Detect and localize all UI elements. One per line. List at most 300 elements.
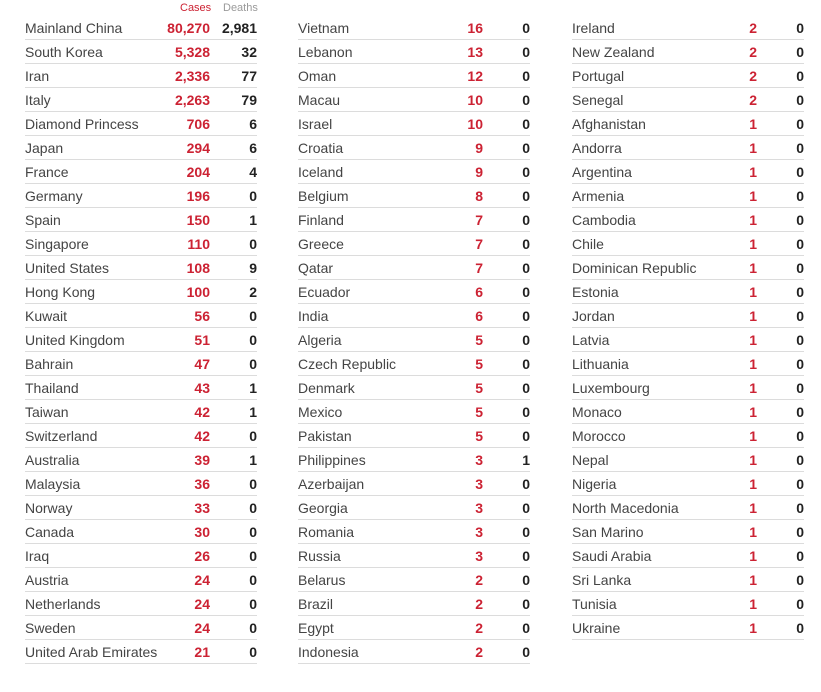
- deaths-value: 0: [522, 20, 530, 36]
- country-name: Ecuador: [298, 284, 351, 300]
- cases-value: 1: [749, 380, 757, 396]
- cases-value: 1: [749, 428, 757, 444]
- cases-value: 1: [749, 212, 757, 228]
- country-name: Nepal: [572, 452, 609, 468]
- country-name: Jordan: [572, 308, 615, 324]
- deaths-value: 1: [249, 452, 257, 468]
- country-name: Algeria: [298, 332, 342, 348]
- cases-value: 2: [475, 572, 483, 588]
- table-row: [572, 208, 804, 232]
- deaths-value: 0: [522, 164, 530, 180]
- table-row: [25, 160, 257, 184]
- deaths-value: 0: [796, 212, 804, 228]
- country-name: South Korea: [25, 44, 103, 60]
- country-name: Oman: [298, 68, 337, 84]
- deaths-value: 0: [522, 92, 530, 108]
- table-row: [572, 256, 804, 280]
- country-name: Belarus: [298, 572, 346, 588]
- country-name: Canada: [25, 524, 75, 540]
- table-row: [572, 592, 804, 616]
- table-row: [298, 160, 530, 184]
- table-row: [298, 328, 530, 352]
- cases-value: 2: [475, 620, 483, 636]
- country-name: Taiwan: [25, 404, 69, 420]
- country-name: United Kingdom: [25, 332, 125, 348]
- table-row: [298, 88, 530, 112]
- table-row: [572, 160, 804, 184]
- table-row: [298, 376, 530, 400]
- cases-value: 43: [194, 380, 210, 396]
- cases-value: 10: [467, 92, 483, 108]
- cases-value: 706: [186, 116, 210, 132]
- cases-value: 1: [749, 356, 757, 372]
- cases-value: 3: [475, 548, 483, 564]
- country-name: Tunisia: [572, 596, 617, 612]
- table-row: [298, 16, 530, 40]
- deaths-value: 0: [522, 620, 530, 636]
- deaths-value: 0: [796, 620, 804, 636]
- country-name: Mexico: [298, 404, 343, 420]
- cases-value: 16: [467, 20, 483, 36]
- cases-value: 24: [194, 620, 210, 636]
- cases-value: 5,328: [174, 44, 210, 60]
- cases-value: 51: [194, 332, 210, 348]
- country-name: Azerbaijan: [298, 476, 365, 492]
- table-row: [298, 616, 530, 640]
- country-name: Norway: [25, 500, 73, 516]
- country-name: Cambodia: [572, 212, 636, 228]
- deaths-value: 0: [249, 500, 257, 516]
- table-row: [298, 112, 530, 136]
- country-name: France: [25, 164, 69, 180]
- cases-value: 1: [749, 500, 757, 516]
- table-row: [298, 280, 530, 304]
- table-row: [25, 496, 257, 520]
- deaths-value: 0: [796, 524, 804, 540]
- cases-value: 6: [475, 308, 483, 324]
- table-row: [572, 16, 804, 40]
- deaths-value: 6: [249, 140, 257, 156]
- table-row: [572, 544, 804, 568]
- table-row: [298, 592, 530, 616]
- country-name: Latvia: [572, 332, 610, 348]
- deaths-value: 2,981: [221, 20, 257, 36]
- table-column-2: [298, 16, 530, 664]
- deaths-value: 0: [522, 116, 530, 132]
- cases-value: 5: [475, 428, 483, 444]
- country-name: Kuwait: [25, 308, 68, 324]
- country-name: Lithuania: [572, 356, 629, 372]
- country-name: Saudi Arabia: [572, 548, 652, 564]
- cases-value: 2,263: [174, 92, 210, 108]
- table-row: [25, 40, 257, 64]
- country-name: Vietnam: [298, 20, 350, 36]
- cases-value: 150: [186, 212, 210, 228]
- cases-value: 13: [467, 44, 483, 60]
- deaths-value: 0: [796, 476, 804, 492]
- deaths-value: 0: [249, 332, 257, 348]
- cases-value: 1: [749, 452, 757, 468]
- table-row: [298, 304, 530, 328]
- deaths-value: 0: [522, 500, 530, 516]
- table-row: [298, 568, 530, 592]
- cases-value: 24: [194, 596, 210, 612]
- country-name: Iraq: [25, 548, 50, 564]
- cases-value: 5: [475, 332, 483, 348]
- deaths-value: 0: [249, 644, 257, 660]
- cases-value: 7: [475, 212, 483, 228]
- table-row: [298, 544, 530, 568]
- deaths-value: 0: [796, 380, 804, 396]
- table-row: [298, 640, 530, 664]
- table-row: [25, 184, 257, 208]
- country-name: Bahrain: [25, 356, 74, 372]
- deaths-value: 0: [522, 428, 530, 444]
- table-row: [572, 304, 804, 328]
- cases-value: 7: [475, 236, 483, 252]
- cases-value: 6: [475, 284, 483, 300]
- country-name: Belgium: [298, 188, 349, 204]
- cases-value: 2,336: [174, 68, 210, 84]
- country-name: Pakistan: [298, 428, 352, 444]
- table-row: [572, 184, 804, 208]
- deaths-value: 0: [522, 308, 530, 324]
- cases-value: 100: [186, 284, 210, 300]
- cases-value: 42: [194, 428, 210, 444]
- deaths-value: 0: [796, 188, 804, 204]
- cases-value: 1: [749, 620, 757, 636]
- country-name: Macau: [298, 92, 341, 108]
- deaths-value: 0: [796, 236, 804, 252]
- country-name: Sri Lanka: [572, 572, 632, 588]
- cases-value: 1: [749, 596, 757, 612]
- deaths-value: 0: [249, 572, 257, 588]
- cases-header: Cases: [180, 2, 212, 14]
- country-name: Portugal: [572, 68, 625, 84]
- deaths-value: 0: [522, 260, 530, 276]
- country-name: Chile: [572, 236, 604, 252]
- cases-value: 2: [475, 644, 483, 660]
- country-name: Ireland: [572, 20, 615, 36]
- deaths-value: 0: [522, 212, 530, 228]
- deaths-value: 0: [796, 116, 804, 132]
- table-row: [25, 544, 257, 568]
- country-name: Sweden: [25, 620, 76, 636]
- deaths-value: 0: [249, 236, 257, 252]
- cases-value: 5: [475, 380, 483, 396]
- country-name: Dominican Republic: [572, 260, 697, 276]
- cases-value: 24: [194, 572, 210, 588]
- table-row: [298, 232, 530, 256]
- deaths-value: 0: [796, 260, 804, 276]
- country-name: Japan: [25, 140, 64, 156]
- table-row: [572, 136, 804, 160]
- cases-value: 5: [475, 404, 483, 420]
- table-row: [298, 400, 530, 424]
- country-name: Denmark: [298, 380, 355, 396]
- table-row: [572, 616, 804, 640]
- deaths-value: 0: [249, 620, 257, 636]
- country-name: Ukraine: [572, 620, 621, 636]
- deaths-value: 2: [249, 284, 257, 300]
- table-row: [25, 328, 257, 352]
- deaths-value: 0: [796, 140, 804, 156]
- deaths-value: 0: [796, 500, 804, 516]
- country-name: Iceland: [298, 164, 344, 180]
- country-name: Austria: [25, 572, 69, 588]
- table-row: [25, 472, 257, 496]
- country-name: Nigeria: [572, 476, 617, 492]
- deaths-value: 0: [249, 356, 257, 372]
- cases-value: 30: [194, 524, 210, 540]
- country-name: Indonesia: [298, 644, 359, 660]
- country-name: Greece: [298, 236, 344, 252]
- cases-value: 1: [749, 260, 757, 276]
- country-name: United States: [25, 260, 110, 276]
- deaths-value: 1: [522, 452, 530, 468]
- cases-value: 3: [475, 476, 483, 492]
- table-row: [25, 640, 257, 664]
- table-row: [298, 64, 530, 88]
- country-name: Croatia: [298, 140, 344, 156]
- table-row: [572, 328, 804, 352]
- cases-value: 9: [475, 164, 483, 180]
- cases-value: 3: [475, 524, 483, 540]
- country-name: Luxembourg: [572, 380, 650, 396]
- table-row: [572, 232, 804, 256]
- deaths-value: 0: [796, 92, 804, 108]
- deaths-value: 1: [249, 212, 257, 228]
- deaths-value: 0: [522, 284, 530, 300]
- deaths-value: 0: [796, 404, 804, 420]
- deaths-value: 0: [796, 20, 804, 36]
- table-column-3: [572, 16, 804, 640]
- table-row: [298, 136, 530, 160]
- deaths-value: 0: [249, 428, 257, 444]
- country-name: Lebanon: [298, 44, 353, 60]
- deaths-value: 0: [796, 44, 804, 60]
- cases-value: 8: [475, 188, 483, 204]
- deaths-value: 0: [522, 524, 530, 540]
- table-row: [572, 496, 804, 520]
- table-row: [298, 208, 530, 232]
- table-row: [25, 64, 257, 88]
- table-row: [25, 568, 257, 592]
- deaths-value: 0: [796, 548, 804, 564]
- table-row: [25, 16, 257, 40]
- table-row: [572, 280, 804, 304]
- table-row: [25, 448, 257, 472]
- table-row: [25, 424, 257, 448]
- deaths-value: 0: [522, 236, 530, 252]
- cases-value: 1: [749, 404, 757, 420]
- deaths-value: 0: [796, 572, 804, 588]
- cases-value: 204: [186, 164, 210, 180]
- country-name: Diamond Princess: [25, 116, 139, 132]
- deaths-value: 0: [249, 308, 257, 324]
- cases-value: 1: [749, 164, 757, 180]
- table-row: [298, 40, 530, 64]
- cases-value: 3: [475, 500, 483, 516]
- deaths-value: 0: [522, 356, 530, 372]
- table-row: [25, 232, 257, 256]
- country-name: Finland: [298, 212, 344, 228]
- table-row: [25, 400, 257, 424]
- table-row: [25, 112, 257, 136]
- table-row: [572, 472, 804, 496]
- country-name: Estonia: [572, 284, 619, 300]
- deaths-value: 1: [249, 404, 257, 420]
- country-name: New Zealand: [572, 44, 655, 60]
- deaths-value: 0: [522, 332, 530, 348]
- deaths-value: 9: [249, 260, 257, 276]
- table-row: [298, 424, 530, 448]
- country-name: Netherlands: [25, 596, 101, 612]
- cases-value: 1: [749, 140, 757, 156]
- country-name: Morocco: [572, 428, 626, 444]
- table-row: [25, 592, 257, 616]
- deaths-header: Deaths: [223, 2, 258, 14]
- deaths-value: 0: [522, 572, 530, 588]
- deaths-value: 0: [796, 428, 804, 444]
- country-name: Czech Republic: [298, 356, 397, 372]
- deaths-value: 0: [249, 476, 257, 492]
- cases-value: 1: [749, 476, 757, 492]
- country-name: Qatar: [298, 260, 334, 276]
- deaths-value: 0: [796, 308, 804, 324]
- table-row: [25, 376, 257, 400]
- cases-value: 1: [749, 116, 757, 132]
- cases-value: 1: [749, 548, 757, 564]
- country-name: Georgia: [298, 500, 348, 516]
- table-row: [25, 280, 257, 304]
- table-row: [25, 88, 257, 112]
- table-row: [25, 256, 257, 280]
- table-row: [572, 568, 804, 592]
- deaths-value: 0: [522, 404, 530, 420]
- cases-value: 1: [749, 236, 757, 252]
- cases-value: 12: [467, 68, 483, 84]
- cases-value: 80,270: [167, 20, 210, 36]
- table-row: [25, 352, 257, 376]
- table-row: [298, 352, 530, 376]
- table-row: [572, 520, 804, 544]
- cases-value: 7: [475, 260, 483, 276]
- country-name: Germany: [25, 188, 83, 204]
- table-row: [298, 520, 530, 544]
- table-row: [298, 472, 530, 496]
- table-row: [25, 616, 257, 640]
- table-row: [572, 112, 804, 136]
- deaths-value: 79: [241, 92, 257, 108]
- cases-value: 36: [194, 476, 210, 492]
- deaths-value: 0: [796, 356, 804, 372]
- deaths-value: 6: [249, 116, 257, 132]
- cases-value: 21: [194, 644, 210, 660]
- cases-value: 2: [475, 596, 483, 612]
- country-name: United Arab Emirates: [25, 644, 158, 660]
- cases-value: 196: [186, 188, 210, 204]
- country-name: North Macedonia: [572, 500, 679, 516]
- table-row: [572, 448, 804, 472]
- deaths-value: 0: [522, 380, 530, 396]
- country-name: Brazil: [298, 596, 334, 612]
- country-name: Romania: [298, 524, 355, 540]
- deaths-value: 0: [796, 452, 804, 468]
- cases-value: 56: [194, 308, 210, 324]
- deaths-value: 0: [796, 332, 804, 348]
- country-name: Andorra: [572, 140, 622, 156]
- country-name: India: [298, 308, 329, 324]
- cases-value: 39: [194, 452, 210, 468]
- table-row: [572, 88, 804, 112]
- cases-value: 2: [749, 20, 757, 36]
- cases-value: 42: [194, 404, 210, 420]
- table-column-1: [25, 16, 257, 664]
- deaths-value: 77: [241, 68, 257, 84]
- deaths-value: 0: [522, 68, 530, 84]
- cases-value: 1: [749, 572, 757, 588]
- country-name: Russia: [298, 548, 341, 564]
- deaths-value: 0: [796, 164, 804, 180]
- table-row: [298, 184, 530, 208]
- country-name: Australia: [25, 452, 80, 468]
- deaths-value: 0: [796, 284, 804, 300]
- table-row: [572, 64, 804, 88]
- cases-value: 1: [749, 524, 757, 540]
- table-row: [298, 496, 530, 520]
- deaths-value: 4: [249, 164, 257, 180]
- deaths-value: 0: [522, 44, 530, 60]
- table-row: [572, 40, 804, 64]
- country-name: Italy: [25, 92, 51, 108]
- cases-value: 2: [749, 68, 757, 84]
- cases-value: 47: [194, 356, 210, 372]
- cases-value: 1: [749, 188, 757, 204]
- table-row: [298, 256, 530, 280]
- country-name: Thailand: [25, 380, 79, 396]
- deaths-value: 0: [796, 68, 804, 84]
- cases-value: 10: [467, 116, 483, 132]
- country-name: Israel: [298, 116, 333, 132]
- deaths-value: 0: [522, 188, 530, 204]
- cases-value: 1: [749, 308, 757, 324]
- cases-value: 1: [749, 332, 757, 348]
- table-row: [25, 520, 257, 544]
- country-name: Afghanistan: [572, 116, 646, 132]
- deaths-value: 0: [249, 548, 257, 564]
- country-name: Iran: [25, 68, 50, 84]
- table-row: [572, 376, 804, 400]
- table-row: [572, 424, 804, 448]
- cases-value: 108: [186, 260, 210, 276]
- country-name: Senegal: [572, 92, 624, 108]
- deaths-value: 0: [522, 548, 530, 564]
- cases-value: 294: [186, 140, 210, 156]
- deaths-value: 0: [522, 476, 530, 492]
- country-name: Monaco: [572, 404, 622, 420]
- table-row: [25, 136, 257, 160]
- country-name: San Marino: [572, 524, 644, 540]
- table-row: [298, 448, 530, 472]
- country-name: Argentina: [572, 164, 632, 180]
- cases-value: 26: [194, 548, 210, 564]
- table-row: [572, 400, 804, 424]
- cases-value: 1: [749, 284, 757, 300]
- country-name: Armenia: [572, 188, 625, 204]
- country-name: Mainland China: [25, 20, 123, 36]
- deaths-value: 0: [249, 188, 257, 204]
